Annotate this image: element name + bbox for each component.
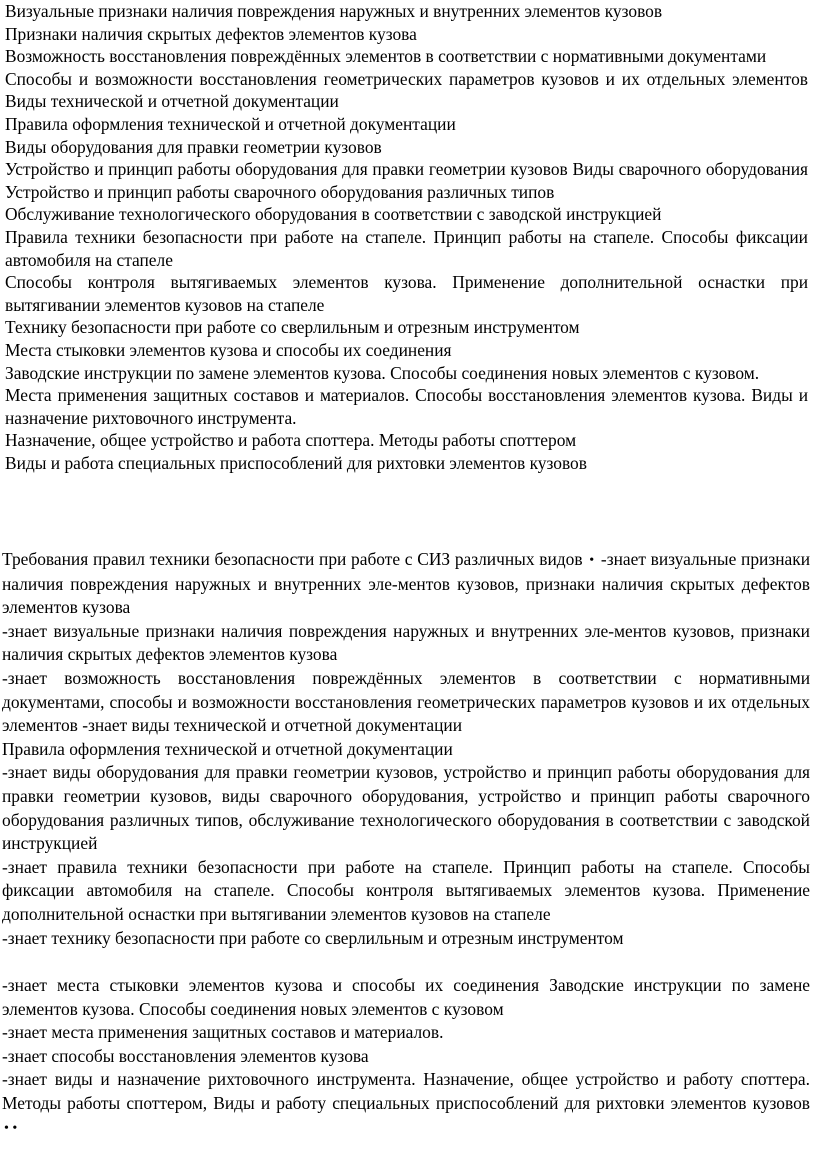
skill-item: -знает возможность восстановления повреждённых элементов в соответствии с нормативными документами, способы и возможности восстановления геометрических параметров кузовов и их отдельных элементов -знает виды технической и отчетной документации bbox=[2, 667, 810, 736]
topic-line: Устройство и принцип работы оборудования для правки геометрии кузовов Виды сварочного оборудования Устройство и принцип работы сварочного оборудования различных типов bbox=[5, 159, 808, 202]
skills-list bbox=[2, 548, 810, 1140]
topic-line: Виды оборудования для правки геометрии кузовов bbox=[5, 136, 382, 157]
skill-item: -знает места применения защитных составов и материалов. bbox=[2, 1022, 444, 1043]
topic-line: Обслуживание технологического оборудования в соответствии с заводской инструкцией bbox=[5, 204, 662, 225]
topic-line: Места применения защитных составов и материалов. Способы восстановления элементов кузова. Виды и назначение рихтовочного инструмента. bbox=[5, 385, 808, 428]
skill-item-last bbox=[2, 1068, 810, 1140]
topic-line: Способы контроля вытягиваемых элементов кузова. Применение дополнительной оснастки при вытягивании элементов кузовов на стапеле bbox=[5, 272, 808, 315]
skill-item: -знает места стыковки элементов кузова и способы их соединения Заводские инструкции по замене элементов кузова. Способы соединения новых элементов с кузовом bbox=[2, 975, 810, 1019]
topic-line: Технику безопасности при работе со сверлильным и отрезным инструментом bbox=[5, 317, 580, 338]
skill-item: -знает виды оборудования для правки геометрии кузовов, устройство и принцип работы оборудования для правки геометрии кузовов, виды сварочного оборудования, устройство и принцип работы сварочного оборудования различных типов, обслуживание технологического оборудования в соответствии с заводской инструкцией bbox=[2, 762, 810, 854]
topic-line: Возможность восстановления повреждённых элементов в соответствии с нормативными документами bbox=[5, 46, 767, 67]
topic-line: Признаки наличия скрытых дефектов элементов кузова bbox=[5, 23, 417, 44]
skill-item: Правила оформления технической и отчетной документации bbox=[2, 738, 453, 759]
topic-line: Правила техники безопасности при работе на стапеле. Принцип работы на стапеле. Способы фиксации автомобиля на стапеле bbox=[5, 226, 808, 270]
skill-item-text: -знает виды и назначение рихтовочного инструмента. Назначение, общее устройство и работу споттера. Методы работы споттером, Виды и работу специальных приспособлений для рихтовки элементов кузовов bbox=[2, 1069, 810, 1114]
topic-line: Виды и работа специальных приспособлений для рихтовки элементов кузовов bbox=[5, 452, 587, 473]
topics-list bbox=[5, 0, 808, 474]
bullet-icon: • bbox=[589, 553, 595, 568]
topic-line: Назначение, общее устройство и работа споттера. Методы работы споттером bbox=[5, 430, 577, 451]
topic-line: Заводские инструкции по замене элементов кузова. Способы соединения новых элементов с кузовом. bbox=[5, 362, 760, 383]
skill-item: -знает способы восстановления элементов кузова bbox=[2, 1045, 369, 1066]
skill-item: -знает правила техники безопасности при работе на стапеле. Принцип работы на стапеле. Способы фиксации автомобиля на стапеле. Способы контроля вытягиваемых элементов кузова. Применение дополнительной оснастки при вытягивании элементов кузовов на стапеле bbox=[2, 856, 810, 924]
bullet-icon: • • bbox=[4, 1120, 18, 1136]
skill-item: -знает технику безопасности при работе со сверлильным и отрезным инструментом bbox=[2, 927, 624, 948]
topic-line: Правила оформления технической и отчетной документации bbox=[5, 113, 456, 134]
skills-intro bbox=[2, 548, 810, 620]
topic-line: Места стыковки элементов кузова и способы их соединения bbox=[5, 339, 452, 360]
blank-line bbox=[2, 950, 810, 974]
topic-line: Визуальные признаки наличия повреждения наружных и внутренних элементов кузовов bbox=[5, 1, 663, 21]
topic-line: Способы и возможности восстановления геометрических параметров кузовов и их отдельных элементов Виды технической и отчетной документации bbox=[5, 68, 808, 112]
skills-intro-continuation: -знает визуальные признаки наличия повреждения наружных и внутренних эле-ментов кузовов, признаки наличия скрытых дефектов элементов кузова bbox=[2, 549, 810, 618]
skills-intro-text: Требования правил техники безопасности при работе с СИЗ различных видов bbox=[2, 549, 583, 569]
skill-item: -знает визуальные признаки наличия повреждения наружных и внутренних эле-ментов кузовов, признаки наличия скрытых дефектов элементов кузова bbox=[2, 620, 810, 665]
